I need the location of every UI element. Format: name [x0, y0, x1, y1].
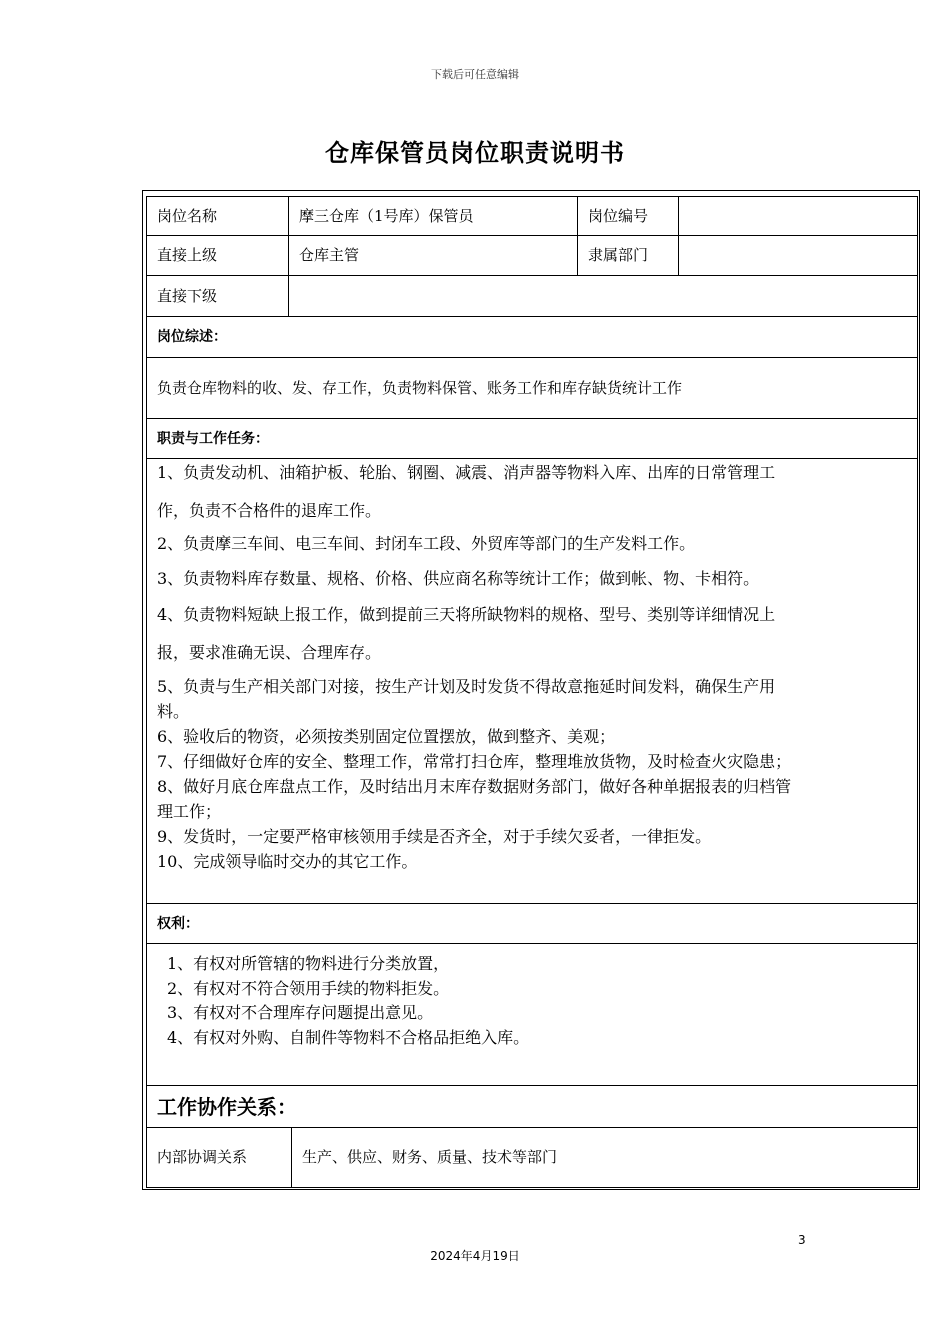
subordinate-label: 直接下级	[146, 275, 289, 317]
duty-line: 8、做好月底仓库盘点工作，及时结出月末库存数据财务部门，做好各种单据报表的归档管	[157, 777, 792, 796]
duty-line: 2、负责摩三车间、电三车间、封闭车工段、外贸库等部门的生产发料工作。	[157, 534, 696, 553]
position-name-label: 岗位名称	[146, 196, 289, 236]
duty-line: 3、负责物料库存数量、规格、价格、供应商名称等统计工作；做到帐、物、卡相符。	[157, 569, 760, 588]
department-label: 隶属部门	[577, 235, 679, 276]
duty-line: 9、发货时，一定要严格审核领用手续是否齐全，对于手续欠妥者，一律拒发。	[157, 827, 712, 846]
superior-label: 直接上级	[146, 235, 289, 276]
cooperation-heading: 工作协作关系：	[146, 1085, 918, 1128]
summary-text: 负责仓库物料的收、发、存工作，负责物料保管、账务工作和库存缺货统计工作	[146, 357, 918, 419]
page-number: 3	[798, 1233, 806, 1247]
duty-line: 理工作；	[157, 802, 222, 821]
header-note: 下载后可任意编辑	[431, 68, 519, 81]
duty-line: 7、仔细做好仓库的安全、整理工作，常常打扫仓库，整理堆放货物，及时检查火灾隐患；	[157, 752, 792, 771]
duty-line: 4、负责物料短缺上报工作，做到提前三天将所缺物料的规格、型号、类别等详细情况上	[157, 605, 776, 624]
duty-line: 作，负责不合格件的退库工作。	[157, 501, 382, 520]
summary-heading: 岗位综述：	[146, 316, 918, 358]
internal-coordination-value: 生产、供应、财务、质量、技术等部门	[291, 1127, 918, 1188]
job-description-table	[142, 190, 920, 1190]
document-title: 仓库保管员岗位职责说明书	[325, 139, 625, 167]
duty-line: 报，要求准确无误、合理库存。	[157, 643, 382, 662]
right-line: 2、有权对不符合领用手续的物料拒发。	[167, 979, 450, 998]
duty-line: 6、验收后的物资，必须按类别固定位置摆放，做到整齐、美观；	[157, 727, 616, 746]
right-line: 3、有权对不合理库存问题提出意见。	[167, 1003, 434, 1022]
position-name-value: 摩三仓库（1号库）保管员	[288, 196, 578, 236]
rights-heading: 权利：	[146, 903, 918, 944]
department-value	[678, 235, 918, 276]
duty-line: 10、完成领导临时交办的其它工作。	[157, 852, 418, 871]
duties-list	[146, 458, 918, 904]
duty-line: 1、负责发动机、油箱护板、轮胎、钢圈、减震、消声器等物料入库、出库的日常管理工	[157, 463, 776, 482]
duties-heading: 职责与工作任务：	[146, 418, 918, 459]
rights-list	[146, 943, 918, 1086]
internal-coordination-label: 内部协调关系	[146, 1127, 292, 1188]
right-line: 4、有权对外购、自制件等物料不合格品拒绝入库。	[167, 1028, 530, 1047]
position-number-value	[678, 196, 918, 236]
subordinate-value	[288, 275, 918, 317]
duty-line: 料。	[157, 702, 190, 721]
duty-line: 5、负责与生产相关部门对接，按生产计划及时发货不得故意拖延时间发料，确保生产用	[157, 677, 776, 696]
footer-date: 2024年4月19日	[430, 1249, 520, 1263]
superior-value: 仓库主管	[288, 235, 578, 276]
position-number-label: 岗位编号	[577, 196, 679, 236]
right-line: 1、有权对所管辖的物料进行分类放置，	[167, 954, 450, 973]
